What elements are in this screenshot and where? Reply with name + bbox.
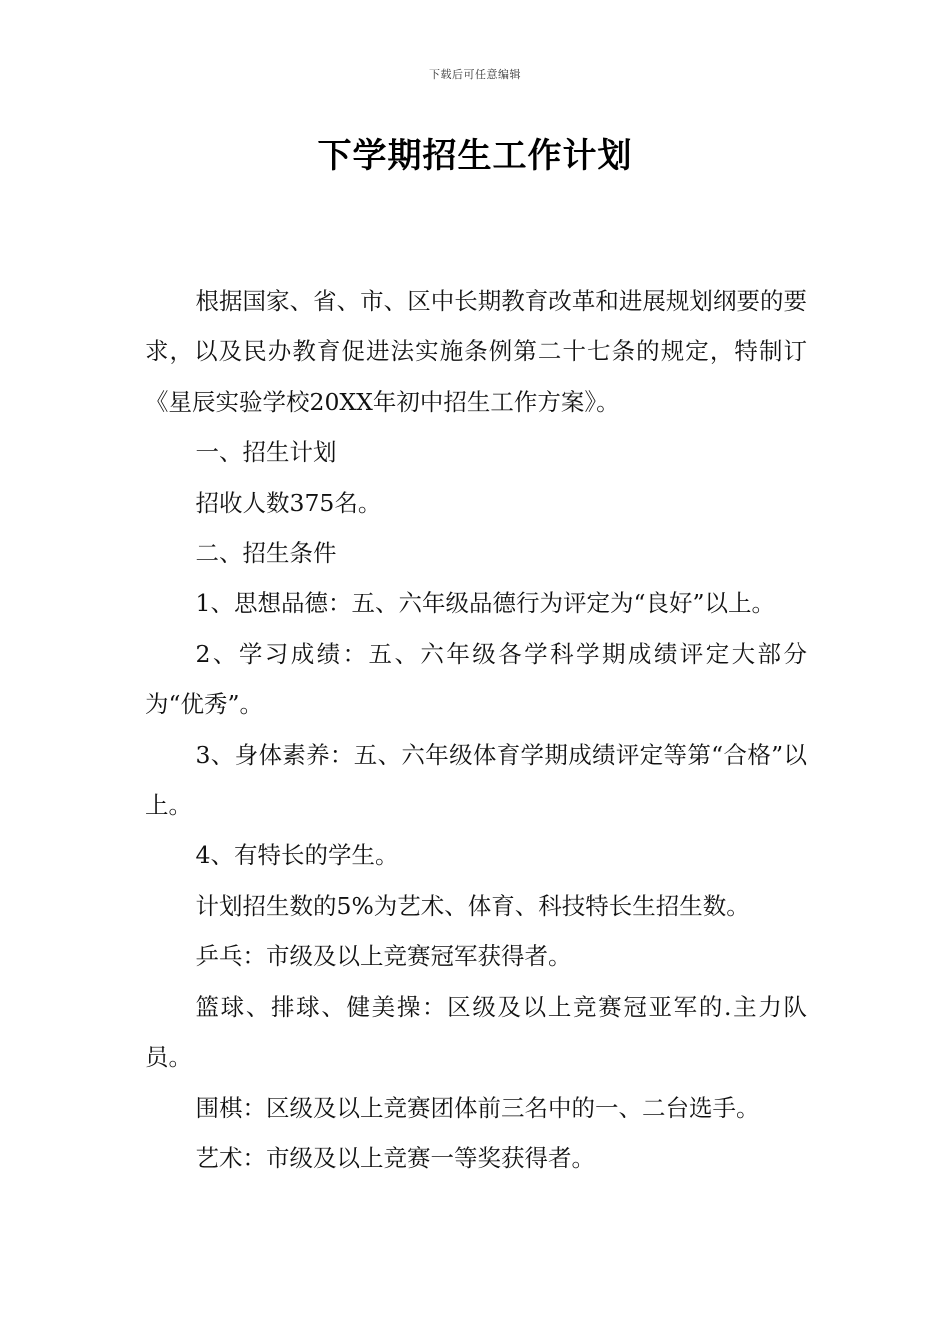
paragraph-talent-quota: 计划招生数的5%为艺术、体育、科技特长生招生数。 <box>195 891 750 920</box>
paragraph-condition-morality: 1、思想品德：五、六年级品德行为评定为“良好”以上。 <box>195 589 775 618</box>
section-heading-conditions: 二、招生条件 <box>195 539 337 568</box>
document-title: 下学期招生工作计划 <box>317 136 633 176</box>
paragraph-condition-talent: 4、有特长的学生。 <box>195 841 399 870</box>
paragraph-condition-grades: 2、学习成绩：五、六年级各学科学期成绩评定大部分为“优秀”。 <box>145 639 807 719</box>
paragraph-intro: 根据国家、省、市、区中长期教育改革和进展规划纲要的要求，以及民办教育促进法实施条例第二十七条的规定，特制订《星辰实验学校20XX年初中招生工作方案》。 <box>145 287 807 416</box>
paragraph-ball-sports: 篮球、排球、健美操：区级及以上竞赛冠亚军的.主力队员。 <box>145 992 807 1072</box>
document-body <box>145 276 807 1183</box>
paragraph-table-tennis: 乒乓：市级及以上竞赛冠军获得者。 <box>195 942 572 971</box>
paragraph-condition-physical: 3、身体素养：五、六年级体育学期成绩评定等第“合格”以上。 <box>145 740 807 820</box>
paragraph-go: 围棋：区级及以上竞赛团体前三名中的一、二台选手。 <box>195 1093 760 1122</box>
header-note: 下载后可任意编辑 <box>429 68 521 81</box>
section-heading-plan: 一、招生计划 <box>195 438 337 467</box>
paragraph-enrollment-count: 招收人数375名。 <box>195 488 382 517</box>
paragraph-arts: 艺术：市级及以上竞赛一等奖获得者。 <box>195 1143 596 1172</box>
